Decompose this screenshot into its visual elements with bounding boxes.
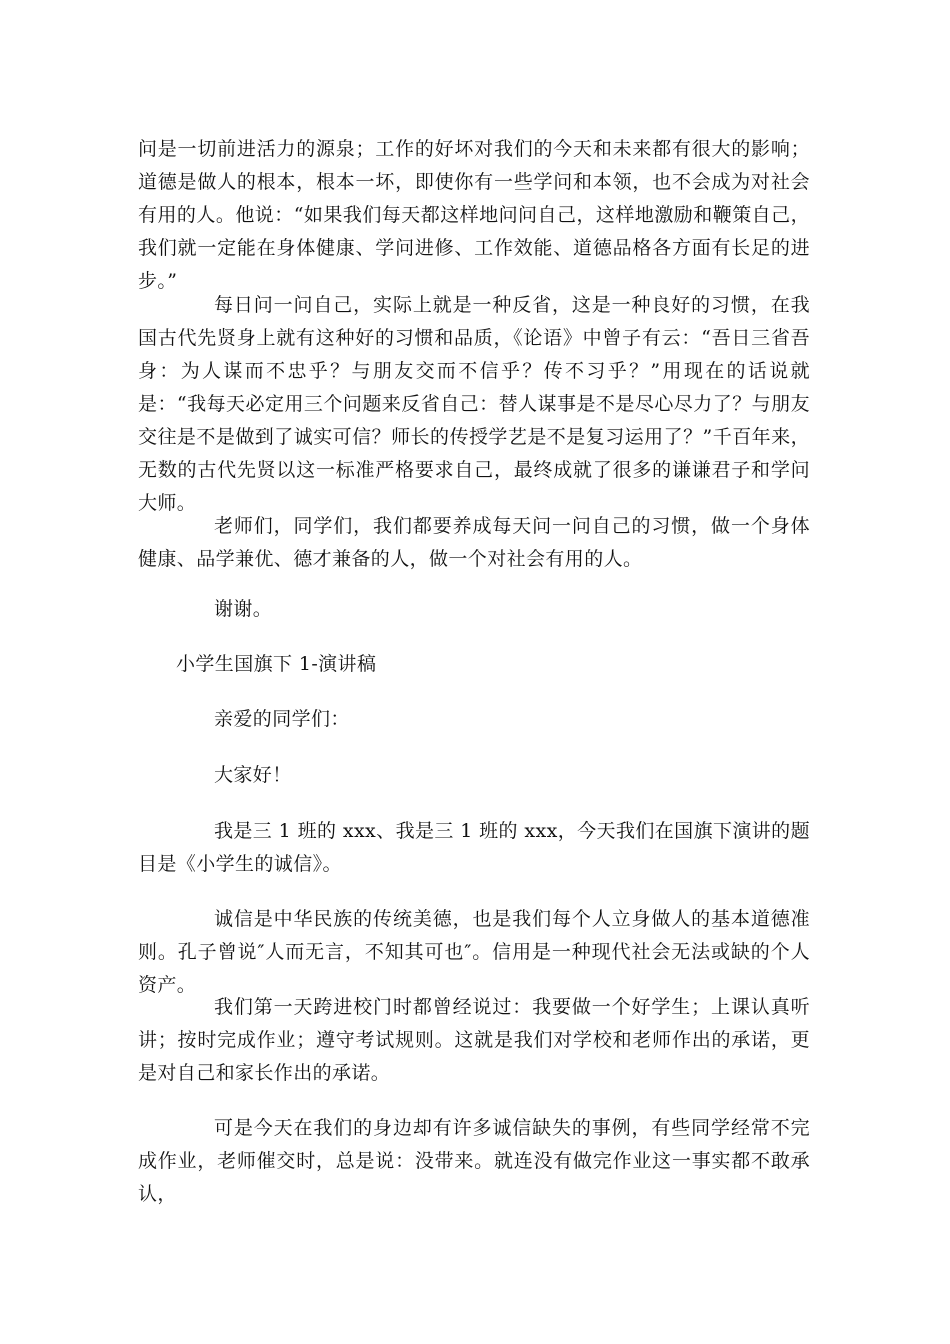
paragraph-text: 谢谢。 [214,598,273,620]
paragraph-text: 我是三 1 班的 xxx、我是三 1 班的 xxx，今天我们在国旗下演讲的题目是《小学生的诚信》。 [138,820,810,875]
paragraph-hello [138,759,810,792]
paragraph-text: 我们第一天跨进校门时都曾经说过：我要做一个好学生；上课认真听讲；按时完成作业；遵守考试规则。这就是我们对学校和老师作出的承诺，更是对自己和家长作出的承诺。 [138,996,810,1084]
paragraph-text: 老师们，同学们，我们都要养成每天问一问自己的习惯，做一个身体健康、品学兼优、德才兼备的人，做一个对社会有用的人。 [138,515,810,570]
section-heading [138,648,810,681]
paragraph-thanks [138,593,810,626]
paragraph-promise [138,991,810,1090]
paragraph-self-reflection [138,289,810,520]
paragraph-text: 问是一切前进活力的源泉；工作的好坏对我们的今天和未来都有很大的影响；道德是做人的根本，根本一坏，即使你有一些学问和本领，也不会成为对社会有用的人。他说：“如果我们每天都这样地问问自己，这样地激励和鞭策自己，我们就一定能在身体健康、学问进修、工作效能、道德品格各方面有长足的进步。” [138,138,810,292]
paragraph-continuation [138,133,810,298]
paragraph-examples [138,1112,810,1211]
paragraph-text: 可是今天在我们的身边却有许多诚信缺失的事例，有些同学经常不完成作业，老师催交时，总是说：没带来。就连没有做完作业这一事实都不敢承认， [138,1117,810,1205]
paragraph-intro [138,815,810,881]
paragraph-text: 大家好！ [214,764,292,786]
paragraph-text: 诚信是中华民族的传统美德，也是我们每个人立身做人的基本道德准则。孔子曾说″人而无言，不知其可也″。信用是一种现代社会无法或缺的个人资产。 [138,908,810,996]
paragraph-text: 每日问一问自己，实际上就是一种反省，这是一种良好的习惯，在我国古代先贤身上就有这种好的习惯和品质，《论语》中曾子有云：“吾日三省吾身：为人谋而不忠乎？与朋友交而不信乎？传不习乎？”用现在的话说就是：“我每天必定用三个问题来反省自己：替人谋事是不是尽心尽力了？与朋友交往是不是做到了诚实可信？师长的传授学艺是不是复习运用了？”千百年来，无数的古代先贤以这一标准严格要求自己，最终成就了很多的谦谦君子和学问大师。 [138,294,810,514]
paragraph-greeting [138,703,810,736]
paragraph-text: 亲爱的同学们： [214,708,350,730]
paragraph-integrity [138,903,810,1002]
paragraph-address [138,510,810,576]
speech-title: 小学生国旗下 1-演讲稿 [176,653,377,675]
